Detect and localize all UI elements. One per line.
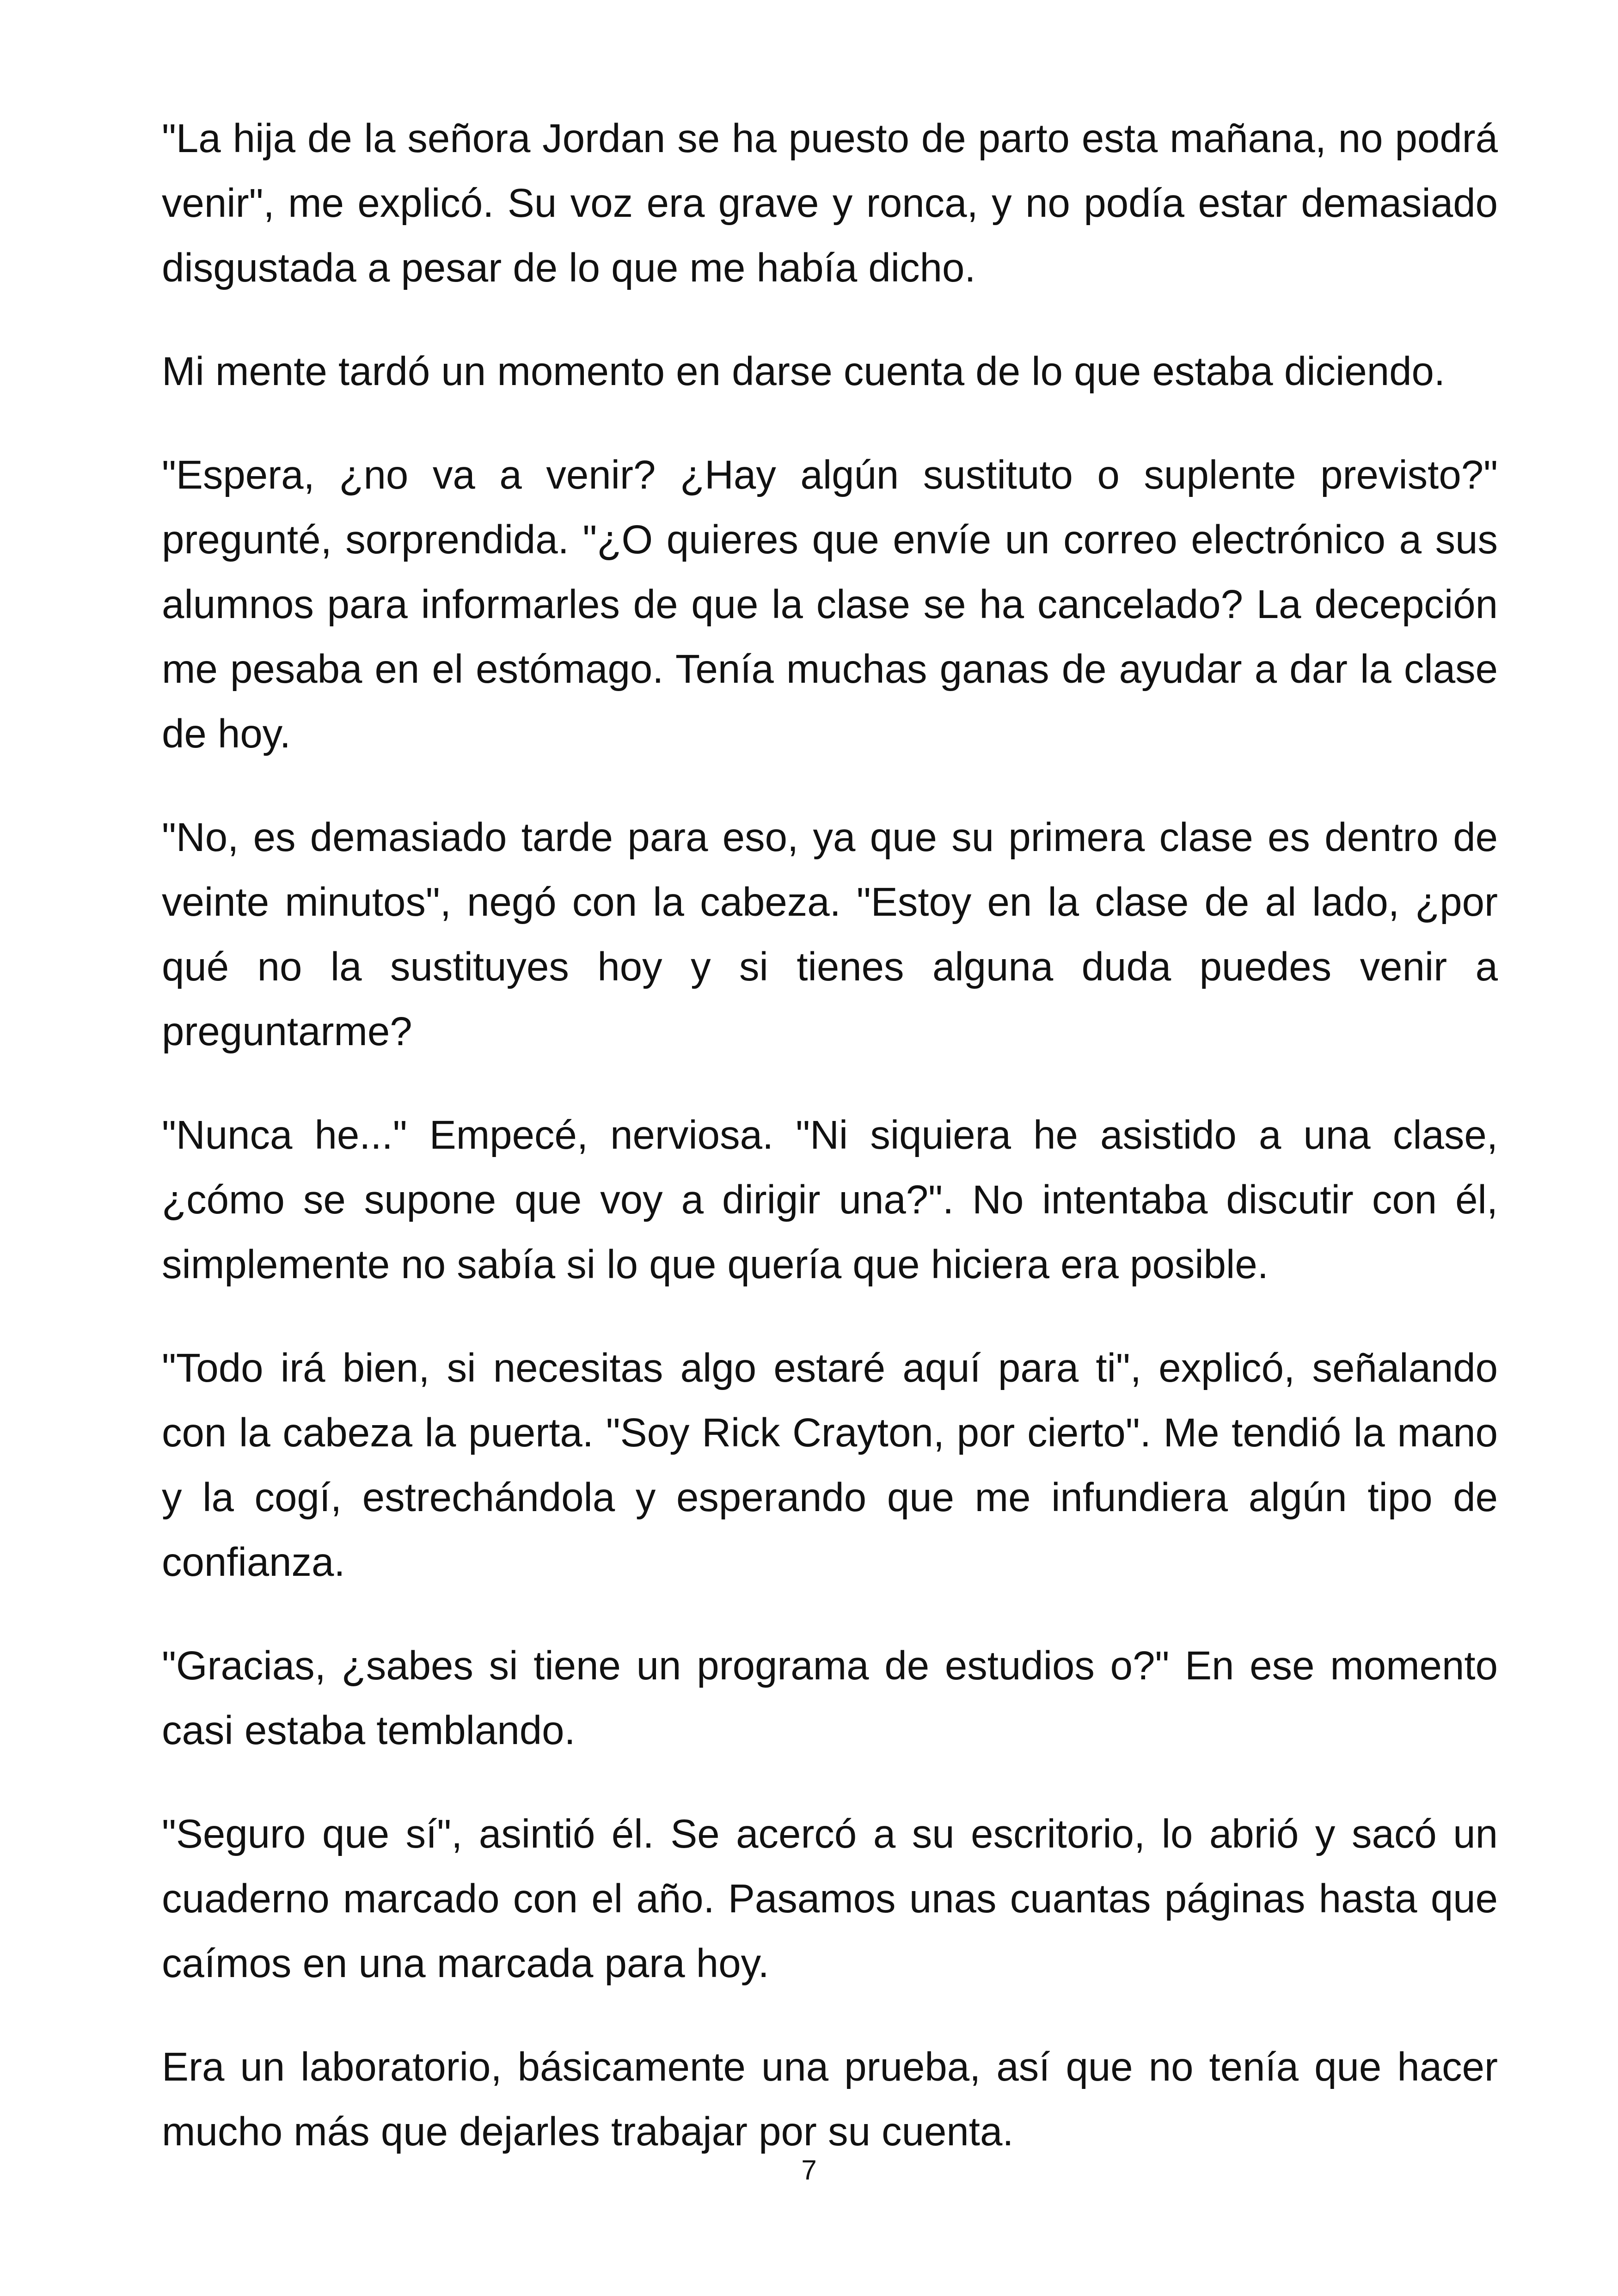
- page-number: 7: [801, 2155, 817, 2186]
- paragraph-4: "No, es demasiado tarde para eso, ya que su primera clase es dentro de veinte minutos", negó con la cabeza. "Estoy en la clase de al lado, ¿por qué no la sustituyes hoy y si tienes alguna duda puedes venir a preguntarme?: [162, 815, 1498, 1054]
- paragraph-2: Mi mente tardó un momento en darse cuenta de lo que estaba diciendo.: [162, 349, 1446, 394]
- paragraph-6: "Todo irá bien, si necesitas algo estaré aquí para ti", explicó, señalando con la cabeza la puerta. "Soy Rick Crayton, por cierto". Me tendió la mano y la cogí, estrechándola y esperando que me infundiera algún tipo de confianza.: [162, 1346, 1498, 1585]
- paragraph-9: Era un laboratorio, básicamente una prueba, así que no tenía que hacer mucho más que dejarles trabajar por su cuenta.: [162, 2045, 1498, 2154]
- paragraph-5: "Nunca he..." Empecé, nerviosa. "Ni siquiera he asistido a una clase, ¿cómo se supone que voy a dirigir una?". No intentaba discutir con él, simplemente no sabía si lo que quería que hiciera era posible.: [162, 1113, 1498, 1287]
- paragraph-1: "La hija de la señora Jordan se ha puesto de parto esta mañana, no podrá venir", me explicó. Su voz era grave y ronca, y no podía estar demasiado disgustada a pesar de lo que me había dicho.: [162, 116, 1498, 290]
- body-text: [162, 106, 1498, 2203]
- paragraph-8: "Seguro que sí", asintió él. Se acercó a su escritorio, lo abrió y sacó un cuaderno marcado con el año. Pasamos unas cuantas páginas hasta que caímos en una marcada para hoy.: [162, 1812, 1498, 1986]
- paragraph-7: "Gracias, ¿sabes si tiene un programa de estudios o?" En ese momento casi estaba temblando.: [162, 1643, 1498, 1753]
- paragraph-3: "Espera, ¿no va a venir? ¿Hay algún sustituto o suplente previsto?" pregunté, sorprendida. "¿O quieres que envíe un correo electrónico a sus alumnos para informarles de que la clase se ha cancelado? La decepción me pesaba en el estómago. Tenía muchas ganas de ayudar a dar la clase de hoy.: [162, 453, 1498, 756]
